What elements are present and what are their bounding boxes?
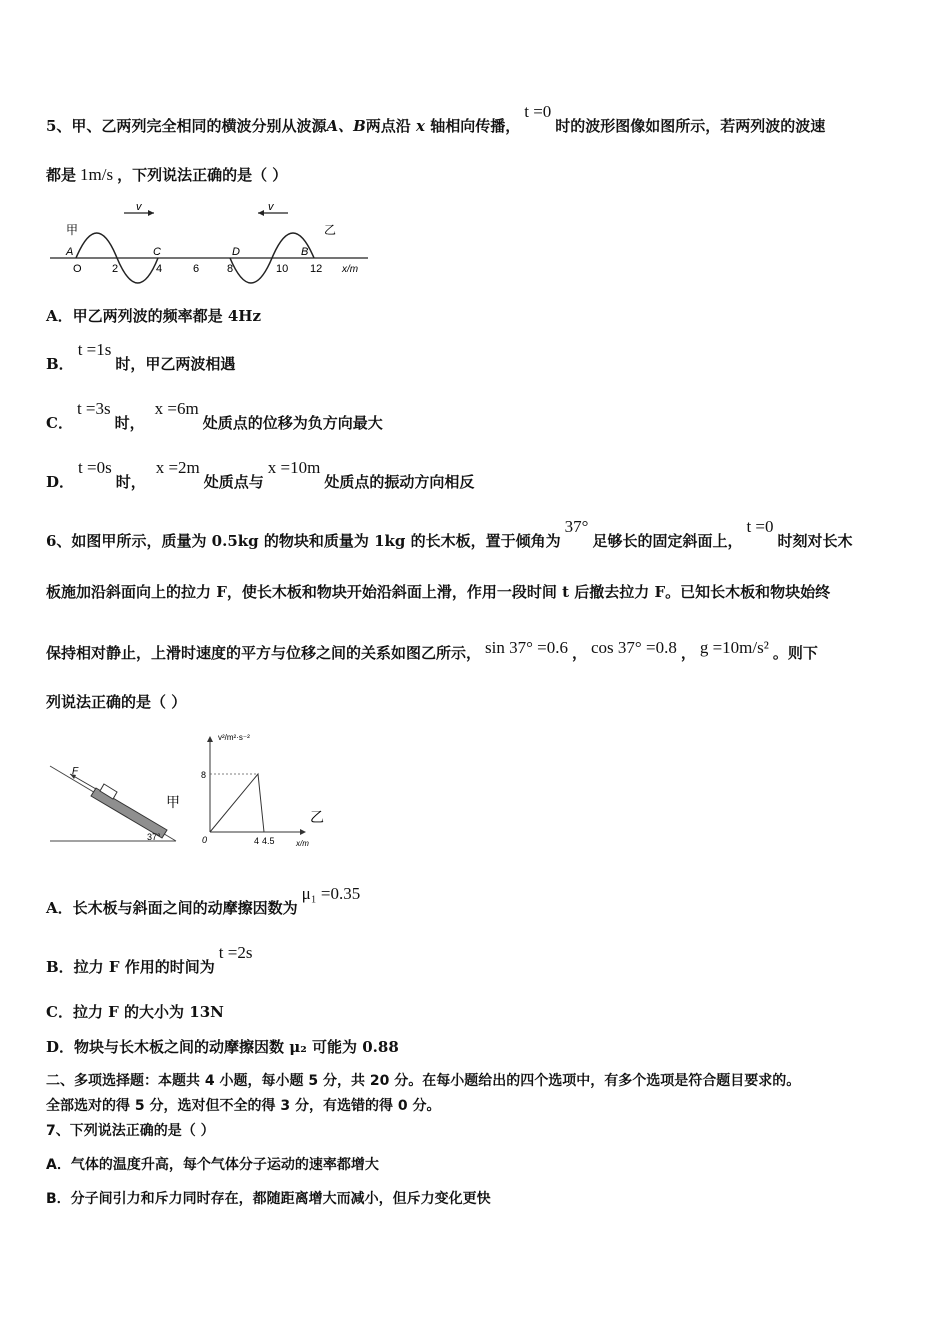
q5-option-c-text2: 处质点的位移为负方向最大 <box>202 414 383 432</box>
q5-option-d-math3: x =10m <box>267 458 321 477</box>
graph-origin: 0 <box>202 835 208 845</box>
q6-option-c-text: C．拉力 F 的大小为 13N <box>46 1003 224 1021</box>
figure-yi-label: 乙 <box>310 809 324 825</box>
q5-option-c <box>46 399 383 433</box>
arrow-right-head <box>148 210 154 216</box>
q5-option-d <box>46 458 475 492</box>
tick-6: 6 <box>193 263 200 275</box>
q5-wave-figure <box>46 196 376 288</box>
q6-option-b <box>46 943 256 977</box>
v2-x-curve <box>210 774 264 832</box>
q5-option-label: D． <box>46 473 75 491</box>
x-axis-arrow <box>300 829 306 835</box>
q5-option-c-text: 时， <box>114 414 145 432</box>
q6-math-t0: t =0 <box>746 517 774 536</box>
q5-text: 时的波形图像如图所示，若两列波的波速 <box>555 117 826 135</box>
q6-option-a-math: μ₁ =0.35 <box>301 884 361 903</box>
q7-option-a-text: A．气体的温度升高，每个气体分子运动的速率都增大 <box>46 1157 379 1173</box>
q7-option-a <box>46 1155 379 1175</box>
q5-text: 轴相向传播， <box>430 117 521 135</box>
q6-option-a <box>46 884 364 918</box>
q5-option-d-text: 时， <box>115 473 146 491</box>
point-d: D <box>232 246 240 258</box>
graph-x-4: 4 <box>254 836 260 846</box>
q5-option-b-text: 时，甲乙两波相遇 <box>115 355 236 373</box>
section2-heading-line2 <box>46 1096 440 1116</box>
q5-option-a-text: A．甲乙两列波的频率都是 4Hz <box>46 307 261 325</box>
q6-text: 时刻对长木 <box>777 532 853 550</box>
tick-4: 4 <box>156 263 163 275</box>
point-b: B <box>301 246 309 258</box>
q5-option-b-math: t =1s <box>77 340 112 359</box>
q6-text: 板施加沿斜面向上的拉力 F，使长木板和物块开始沿斜面上滑，作用一段时间 t 后撤去拉力 F。已知长木板和物块始终 <box>46 583 831 601</box>
q5-option-d-text3: 处质点的振动方向相反 <box>324 473 475 491</box>
q6-math-g: g =10m/s² <box>699 638 769 657</box>
q5-math-speed: 1m/s <box>80 165 114 184</box>
q7-option-b <box>46 1189 491 1209</box>
q5-text: 两点沿 <box>365 117 411 135</box>
graph-x-label: x/m <box>296 839 309 848</box>
q6-text: 列说法正确的是（ ） <box>46 693 187 711</box>
q5-stem-line1 <box>46 102 826 136</box>
q5-option-label: B． <box>46 355 74 373</box>
section2-heading-line1 <box>46 1071 800 1091</box>
q6-math-cos: cos 37° =0.8 <box>591 638 677 657</box>
q6-text: 保持相对静止，上滑时速度的平方与位移之间的关系如图乙所示， <box>46 644 482 662</box>
tick-10: 10 <box>276 263 289 275</box>
graph-y-label: v²/m²·s⁻² <box>218 733 250 742</box>
point-c: C <box>153 246 161 258</box>
tick-2: 2 <box>112 263 119 275</box>
tick-12: 12 <box>310 263 323 275</box>
q6-velocity-graph <box>196 728 336 852</box>
graph-x-45: 4.5 <box>262 836 275 846</box>
q6-text: 足够长的固定斜面上， <box>592 532 743 550</box>
q7-stem <box>46 1121 215 1141</box>
q5-text: 都是 <box>46 166 77 184</box>
q5-option-d-text2: 处质点与 <box>203 473 264 491</box>
q6-option-b-text: B．拉力 F 作用的时间为 <box>46 958 215 976</box>
q6-option-d <box>46 1037 399 1057</box>
force-label: F <box>72 766 79 777</box>
q5-option-d-math2: x =2m <box>155 458 200 477</box>
graph-y-8: 8 <box>201 770 207 780</box>
q6-option-d-text: D．物块与长木板之间的动摩擦因数 μ₂ 可能为 0.88 <box>46 1038 399 1056</box>
q6-text: 6、如图甲所示，质量为 0.5kg 的物块和质量为 1kg 的长木板，置于倾角为 <box>46 532 561 550</box>
q5-math-t0: t =0 <box>524 102 552 121</box>
figure-jia-label: 甲 <box>166 794 180 810</box>
q6-sep: ， <box>572 644 588 662</box>
velocity-label-yi: v <box>268 201 274 213</box>
q6-math-angle: 37° <box>564 517 589 536</box>
point-a: A <box>66 246 74 258</box>
q6-option-a-text: A．长木板与斜面之间的动摩擦因数为 <box>46 899 298 917</box>
q6-sep: ， <box>680 644 696 662</box>
q5-option-label: C． <box>46 414 73 432</box>
q6-stem-line4 <box>46 692 186 712</box>
q6-option-b-math: t =2s <box>218 943 253 962</box>
wave-label-yi: 乙 <box>324 223 337 237</box>
tick-0: O <box>73 263 82 275</box>
section2-text: 全部选对的得 5 分，选对但不全的得 3 分，有选错的得 0 分。 <box>46 1098 441 1114</box>
q5-text: ，下列说法正确的是（ ） <box>117 166 288 184</box>
q5-x: x <box>416 117 425 135</box>
q5-text: 5、甲、乙两列完全相同的横波分别从波源 <box>46 117 327 135</box>
q5-option-c-math2: x =6m <box>154 399 199 418</box>
velocity-label-jia: v <box>136 201 142 213</box>
q7-stem-text: 7、下列说法正确的是（ ） <box>46 1123 215 1139</box>
q6-incline-figure <box>46 752 196 848</box>
long-board <box>91 788 167 838</box>
section2-text: 二、多项选择题：本题共 4 小题，每小题 5 分，共 20 分。在每小题给出的四个选项中，有多个选项是符合题目要求的。 <box>46 1073 801 1089</box>
wave-axis-label: x/m <box>342 264 359 275</box>
q6-text: 。则下 <box>772 644 818 662</box>
q6-stem-line2 <box>46 582 830 602</box>
q5-stem-line2 <box>46 165 287 185</box>
q7-option-b-text: B．分子间引力和斥力同时存在，都随距离增大而减小，但斥力变化更快 <box>46 1191 491 1207</box>
q5-option-c-math1: t =3s <box>76 399 111 418</box>
q5-option-b <box>46 340 236 374</box>
arrow-left-head <box>258 210 264 216</box>
q5-option-d-math1: t =0s <box>78 458 112 477</box>
q6-option-c <box>46 1002 224 1022</box>
tick-8: 8 <box>227 263 234 275</box>
wave-label-jia: 甲 <box>66 223 79 237</box>
q5-points-ab: A、B <box>326 117 366 135</box>
angle-label: 37° <box>147 832 161 842</box>
q6-stem-line3 <box>46 638 818 663</box>
q6-stem-line1 <box>46 517 853 551</box>
y-axis-arrow <box>207 736 213 742</box>
q5-option-a <box>46 306 261 326</box>
q6-math-sin: sin 37° =0.6 <box>485 638 568 657</box>
